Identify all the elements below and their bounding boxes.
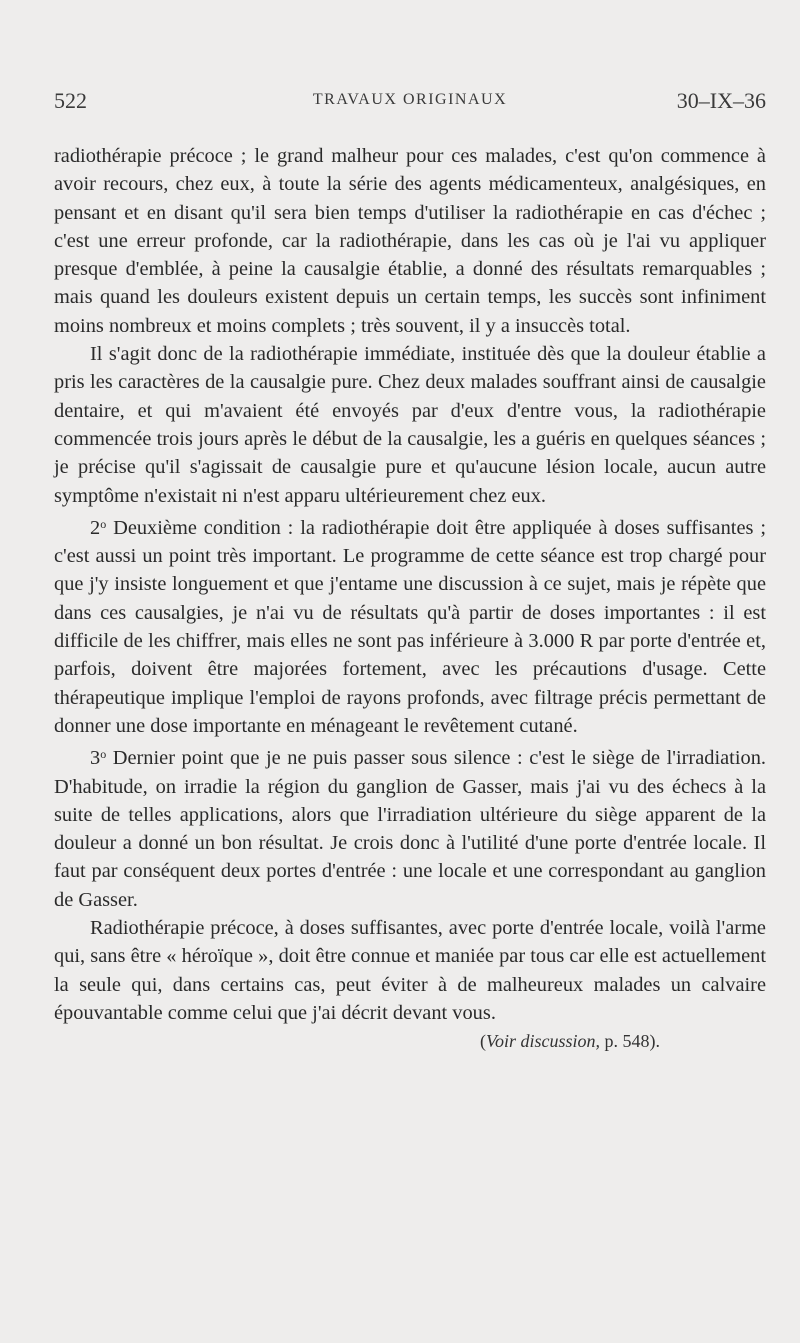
ref-open: ( <box>479 1031 486 1052</box>
condition-number: 2 <box>90 516 101 539</box>
body-text <box>54 142 766 1027</box>
page-number: 522 <box>54 88 87 113</box>
paragraph-text: Dernier point que je ne puis passer sous silence : c'est le siège de l'irradiation. D'habitude, on irradie la région du ganglion de Gasser, mais j'ai vu des échecs à la suite de telles applications, alors que l'irradiation ultérieure du siège apparent de la douleur a donné un bon résultat. Je crois donc à l'utilité d'une porte d'entrée locale. Il faut par conséquent deux portes d'entrée : une locale et une correspondant au ganglion de Gasser. <box>54 747 766 911</box>
paragraph-3 <box>54 510 766 740</box>
condition-number: 3 <box>90 747 101 770</box>
ref-italic: Voir discussion, <box>485 1031 600 1052</box>
paragraph-text: radiothérapie précoce ; le grand malheur pour ces malades, c'est qu'on commence à avoir recours, chez eux, à toute la série des agents médicamenteux, analgésiques, en pensant et en disant qu'il sera bien temps d'utiliser la radiothérapie en cas d'échec ; c'est une erreur profonde, car la radiothérapie, dans les cas où je l'ai vu appliquer presque d'emblée, à peine la causalgie établie, a donné des résultats remarquables ; mais quand les douleurs existent depuis un certain temps, les succès sont infiniment moins nombreux et moins complets ; très souvent, il y a insuccès total. <box>54 145 766 337</box>
paragraph-5 <box>54 914 766 1027</box>
discussion-reference <box>54 1031 766 1052</box>
ordinal-superscript: o <box>100 516 107 531</box>
page <box>54 88 766 1052</box>
paragraph-text: Deuxième condition : la radiothérapie doit être appliquée à doses suffisantes ; c'est aussi un point très important. Le programme de cette séance est trop chargé pour que j'y insiste longuement et que j'entame une discussion à ce sujet, mais je répète que dans ces causalgies, je n'ai vu de résultats qu'à partir de doses importantes : il est difficile de les chiffrer, mais elles ne sont pas inférieure à 3.000 R par porte d'entrée et, parfois, doivent être majorées fortement, avec les précautions d'usage. Cette thérapeutique implique l'emploi de rayons profonds, avec filtrage précis permettant de donner une dose importante en ménageant le revêtement cutané. <box>54 516 766 737</box>
running-title: TRAVAUX ORIGINAUX <box>312 91 508 108</box>
paragraph-text: Il s'agit donc de la radiothérapie immédiate, instituée dès que la douleur établie a pris les caractères de la causalgie pure. Chez deux malades souffrant ainsi de causalgie dentaire, et qui m'avaient été envoyés par d'eux d'entre vous, la radiothérapie commencée trois jours après le début de la causalgie, les a guéris en quelques séances ; je précise qu'il s'agissait de causalgie pure et qu'aucune lésion locale, aucun autre symptôme n'existait ni n'est apparu ultérieurement chez eux. <box>54 343 766 507</box>
running-date: 30–IX–36 <box>676 88 766 113</box>
ref-page: p. 548). <box>600 1031 660 1052</box>
ordinal-superscript: o <box>100 747 107 762</box>
paragraph-1 <box>54 142 766 340</box>
running-head <box>54 88 766 120</box>
paragraph-text: Radiothérapie précoce, à doses suffisantes, avec porte d'entrée locale, voilà l'arme qui, sans être « héroïque », doit être connue et maniée par tous car elle est actuellement la seule qui, dans certains cas, peut éviter à de malheureux malades un calvaire épouvantable comme celui que j'ai décrit devant vous. <box>54 917 766 1024</box>
paragraph-4 <box>54 740 766 914</box>
paragraph-2 <box>54 340 766 510</box>
